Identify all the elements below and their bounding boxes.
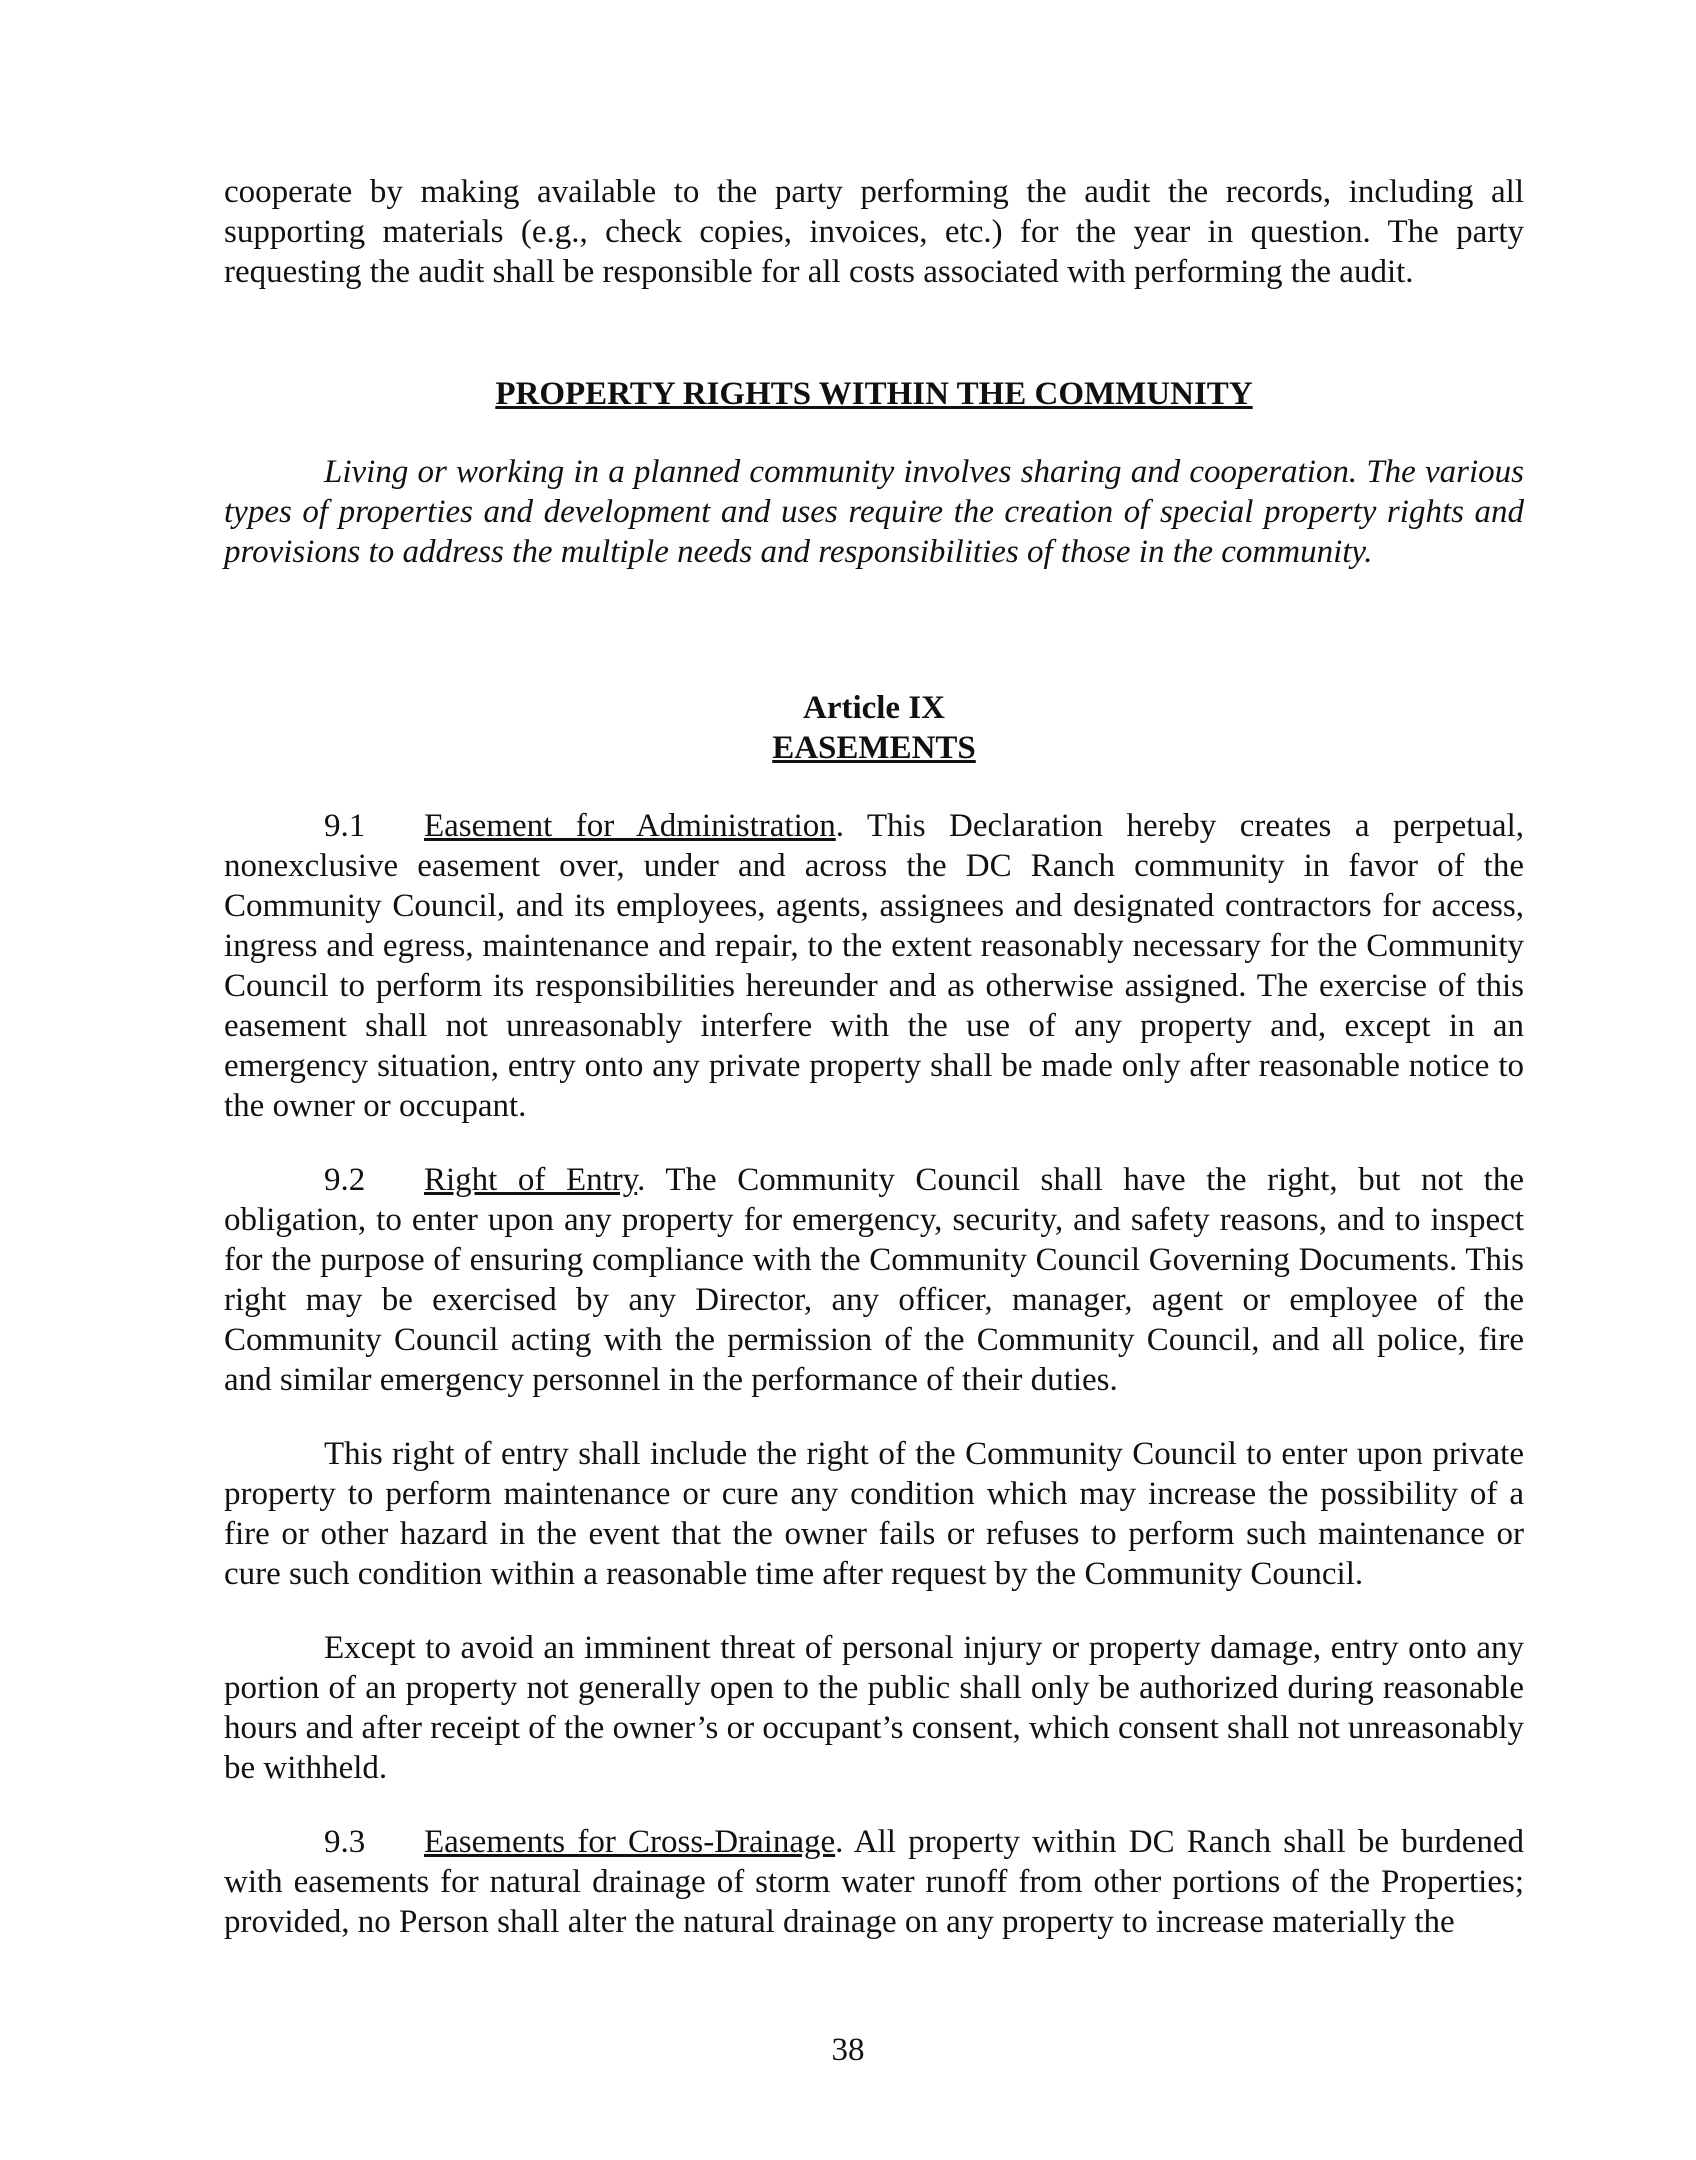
- intro-paragraph: cooperate by making available to the party performing the audit the records, including all supporting materials (e.g., check copies, invoices, etc.) for the year in question. The party requesting the audit shall be responsible for all costs associated with performing the audit.: [224, 174, 1524, 290]
- section-9-1: [224, 806, 1524, 1126]
- section-title: Easement for Administration: [424, 808, 836, 844]
- page-number: 38: [831, 2032, 865, 2068]
- section-text: . The Community Council shall have the right, but not the obligation, to enter upon any property for emergency, security, and safety reasons, and to inspect for the purpose of ensuring compliance with the Community Council Governing Documents. This right may be exercised by any Director, any officer, manager, agent or employee of the Community Council acting with the permission of the Community Council, and all police, fire and similar emergency personnel in the performance of their duties.: [224, 1162, 1524, 1398]
- section-title: Right of Entry: [424, 1162, 638, 1198]
- section-9-3: [224, 1822, 1524, 1942]
- entry-exception-paragraph: Except to avoid an imminent threat of personal injury or property damage, entry onto any portion of an property not generally open to the public shall only be authorized during reasonable hours and after receipt of the owner’s or occupant’s consent, which consent shall not unreasonably be withheld.: [224, 1630, 1524, 1786]
- section-text: . All property within DC Ranch shall be burdened with easements for natural drainage of storm water runoff from other portions of the Properties; provided, no Person shall alter the natural drainage on any property to increase materially the: [224, 1824, 1524, 1940]
- section-heading: PROPERTY RIGHTS WITHIN THE COMMUNITY: [495, 376, 1253, 412]
- article-title: EASEMENTS: [772, 730, 976, 766]
- italic-intro-paragraph: Living or working in a planned community involves sharing and cooperation. The various types of properties and development and uses require the creation of special property rights and provisions to address the multiple needs and responsibilities of those in the community.: [224, 454, 1524, 570]
- entry-maintenance-paragraph: This right of entry shall include the right of the Community Council to enter upon private property to perform maintenance or cure any condition which may increase the possibility of a fire or other hazard in the event that the owner fails or refuses to perform such maintenance or cure such condition within a reasonable time after request by the Community Council.: [224, 1436, 1524, 1592]
- section-number: 9.1: [324, 808, 366, 844]
- article-number: Article IX: [802, 690, 946, 726]
- section-9-2: [224, 1160, 1524, 1400]
- section-number: 9.3: [324, 1824, 366, 1860]
- section-title: Easements for Cross-Drainage: [424, 1824, 836, 1860]
- section-number: 9.2: [324, 1162, 366, 1198]
- section-text: . This Declaration hereby creates a perpetual, nonexclusive easement over, under and across the DC Ranch community in favor of the Community Council, and its employees, agents, assignees and designated contractors for access, ingress and egress, maintenance and repair, to the extent reasonably necessary for the Community Council to perform its responsibilities hereunder and as otherwise assigned. The exercise of this easement shall not unreasonably interfere with the use of any property and, except in an emergency situation, entry onto any private property shall be made only after reasonable notice to the owner or occupant.: [224, 808, 1524, 1124]
